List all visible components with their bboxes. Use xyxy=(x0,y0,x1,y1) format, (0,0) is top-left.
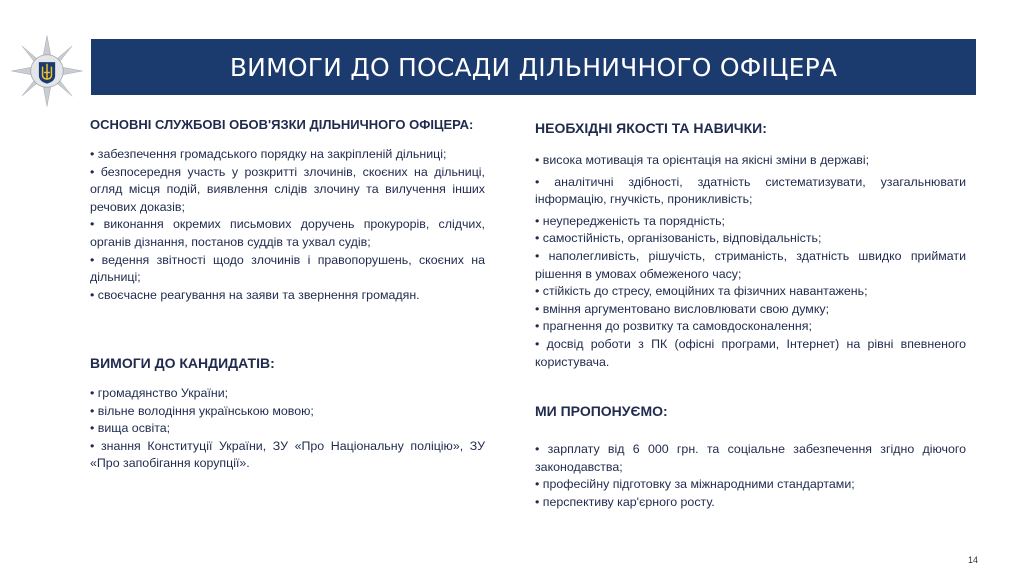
list-item: • виконання окремих письмових доручень прокурорів, слідчих, органів дізнання, постанов суддів та ухвал судів; xyxy=(90,217,485,249)
candidates-section xyxy=(90,355,485,473)
list-item: • вміння аргументовано висловлювати свою думку; xyxy=(535,301,830,316)
offer-heading: МИ ПРОПОНУЄМО: xyxy=(535,403,668,419)
qualities-heading: НЕОБХІДНІ ЯКОСТІ ТА НАВИЧКИ: xyxy=(535,120,767,136)
list-item: • самостійність, організованість, відповідальність; xyxy=(535,231,822,246)
qualities-section xyxy=(535,120,966,371)
page-number: 14 xyxy=(967,555,978,565)
offer-list xyxy=(535,441,966,511)
list-item: • перспективу кар'єрного росту. xyxy=(535,494,715,509)
list-item: • досвід роботи з ПК (офісні програми, Інтернет) на рівні впевненого користувача. xyxy=(535,336,966,369)
police-star-trident-icon xyxy=(10,34,84,108)
list-item: • безпосередня участь у розкритті злочинів, скоєних на дільниці, огляд місця подій, виявлення слідів злочину та вилучення інших речових доказів; xyxy=(90,164,485,214)
list-item: • висока мотивація та орієнтація на якісні зміни в державі; xyxy=(535,153,870,167)
list-item: • наполегливість, рішучість, стриманість, здатність швидко приймати рішення в умовах обмеженого часу; xyxy=(535,248,966,281)
list-item: • стійкість до стресу, емоційних та фізичних навантажень; xyxy=(535,284,868,299)
list-item: • професійну підготовку за міжнародними стандартами; xyxy=(535,477,855,492)
list-item: • вища освіта; xyxy=(90,421,171,436)
list-item: • вільне володіння українською мовою; xyxy=(90,403,314,418)
list-item: • знання Конституції України, ЗУ «Про Національну поліцію», ЗУ «Про запобігання корупції». xyxy=(90,438,485,471)
title-banner xyxy=(91,39,976,95)
offer-section xyxy=(535,403,966,511)
candidates-list xyxy=(90,385,485,473)
list-item: • ведення звітності щодо злочинів і правопорушень, скоєних на дільниці; xyxy=(90,252,485,285)
list-item: • забезпечення громадського порядку на закріпленій дільниці; xyxy=(90,147,447,161)
duties-list xyxy=(90,146,485,304)
list-item: • своєчасне реагування на заяви та звернення громадян. xyxy=(90,287,420,302)
list-item: • неупередженість та порядність; xyxy=(535,213,725,228)
qualities-list xyxy=(535,152,966,371)
candidates-heading: ВИМОГИ ДО КАНДИДАТІВ: xyxy=(90,355,275,371)
list-item: • аналітичні здібності, здатність систематизувати, узагальнювати інформацію, гнучкість, проникливість; xyxy=(535,174,966,207)
duties-heading: ОСНОВНІ СЛУЖБОВІ ОБОВ'ЯЗКИ ДІЛЬНИЧНОГО ОФІЦЕРА: xyxy=(90,117,474,132)
page-title: ВИМОГИ ДО ПОСАДИ ДІЛЬНИЧНОГО ОФІЦЕРА xyxy=(229,52,838,82)
list-item: • прагнення до розвитку та самовдосконалення; xyxy=(535,319,812,334)
list-item: • зарплату від 6 000 грн. та соціальне забезпечення згідно діючого законодавства; xyxy=(535,442,966,474)
duties-section xyxy=(90,117,485,304)
list-item: • громадянство України; xyxy=(90,386,229,400)
